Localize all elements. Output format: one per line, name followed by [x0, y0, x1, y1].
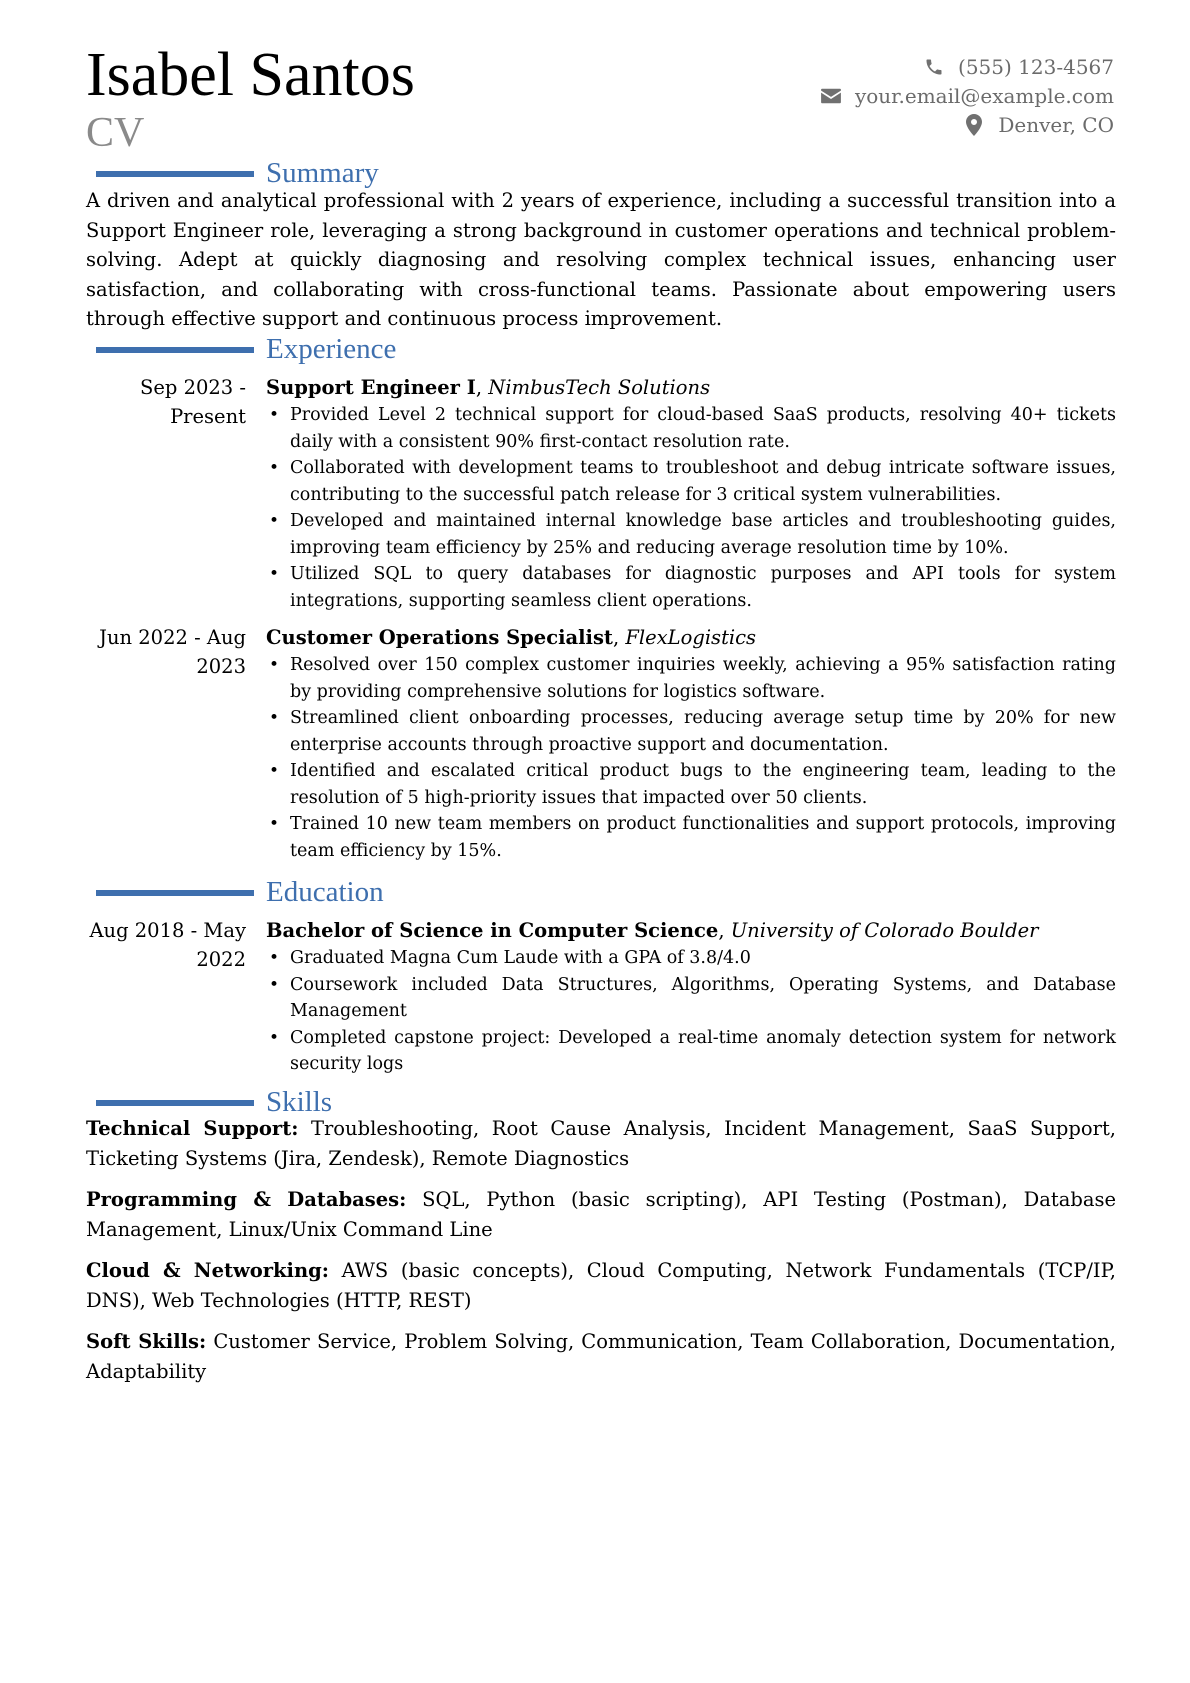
section-bar — [96, 1100, 254, 1106]
bullet-list — [266, 652, 1116, 864]
entry-content — [266, 373, 1116, 614]
entry-heading: Bachelor of Science in Computer Science, University of Colorado Boulder — [266, 919, 1039, 942]
bullet-list — [266, 402, 1116, 614]
contact-info — [819, 52, 1114, 139]
entry-content — [266, 916, 1116, 1078]
contact-location — [819, 110, 1114, 139]
section-bar — [96, 171, 254, 177]
company-name: FlexLogistics — [625, 626, 757, 649]
bullet-item: • Identified and escalated critical product bugs to the engineering team, leading to the resolution of 5 high-priority issues that impacted over 50 clients. — [290, 758, 1116, 811]
entry-date: Jun 2022 - Aug 2023 — [99, 626, 246, 678]
skill-label: Technical Support: — [86, 1117, 299, 1140]
job-title: Support Engineer I — [266, 376, 476, 399]
skill-label: Programming & Databases: — [86, 1188, 407, 1211]
location-text: Denver, CO — [998, 112, 1114, 137]
bullet-item: • Trained 10 new team members on product functionalities and support protocols, improving team efficiency by 15%. — [290, 811, 1116, 864]
section-title: Education — [266, 876, 384, 908]
section-bar — [96, 347, 254, 353]
skill-value: SQL, Python (basic scripting), API Testing (Postman), Database Management, Linux/Unix Command Line — [86, 1188, 1116, 1241]
entry-content — [266, 623, 1116, 864]
email-link[interactable]: your.email@example.com — [854, 83, 1114, 108]
header — [86, 40, 1114, 160]
bullet-item: • Collaborated with development teams to troubleshoot and debug intricate software issues, contributing to the successful patch release for 3 critical system vulnerabilities. — [290, 455, 1116, 508]
entry-heading: Support Engineer I, NimbusTech Solutions — [266, 376, 711, 399]
entry-heading: Customer Operations Specialist, FlexLogistics — [266, 626, 757, 649]
entry-date: Sep 2023 - Present — [140, 376, 246, 428]
section-heading-education — [96, 877, 1096, 911]
degree-title: Bachelor of Science in Computer Science — [266, 919, 719, 942]
skill-row — [86, 1256, 1116, 1315]
entry-date: Aug 2018 - May 2022 — [89, 919, 246, 971]
person-name: Isabel Santos — [86, 41, 415, 109]
summary-text: A driven and analytical professional with 2 years of experience, including a successful transition into a Support Engineer role, leveraging a strong background in customer operations and technical problem-solving. Adept at quickly diagnosing and resolving complex technical issues, enhancing user satisfaction, and collaborating with cross-functional teams. Passionate about empowering users through effective support and continuous process improvement. — [86, 189, 1116, 330]
skill-value: Customer Service, Problem Solving, Communication, Team Collaboration, Documentation, Adaptability — [86, 1330, 1116, 1383]
section-title: Summary — [266, 157, 379, 189]
document-subtitle: CV — [86, 110, 145, 156]
phone-icon — [922, 56, 946, 78]
section-title: Experience — [266, 333, 397, 365]
skills-list — [86, 1114, 1116, 1398]
bullet-item: • Coursework included Data Structures, Algorithms, Operating Systems, and Database Management — [290, 972, 1116, 1025]
skill-row — [86, 1327, 1116, 1386]
bullet-item: • Graduated Magna Cum Laude with a GPA of 3.8/4.0 — [290, 945, 1116, 972]
skill-row — [86, 1114, 1116, 1173]
contact-phone — [819, 52, 1114, 81]
skill-row — [86, 1185, 1116, 1244]
section-heading-experience — [96, 334, 1096, 368]
envelope-icon — [819, 85, 843, 107]
job-title: Customer Operations Specialist — [266, 626, 613, 649]
skill-label: Cloud & Networking: — [86, 1259, 329, 1282]
contact-email — [819, 81, 1114, 110]
bullet-item: • Completed capstone project: Developed a real-time anomaly detection system for network security logs — [290, 1025, 1116, 1078]
bullet-item: • Resolved over 150 complex customer inquiries weekly, achieving a 95% satisfaction rating by providing comprehensive solutions for logistics software. — [290, 652, 1116, 705]
company-name: NimbusTech Solutions — [488, 376, 711, 399]
bullet-item: • Utilized SQL to query databases for diagnostic purposes and API tools for system integrations, supporting seamless client operations. — [290, 561, 1116, 614]
bullet-item: • Developed and maintained internal knowledge base articles and troubleshooting guides, improving team efficiency by 25% and reducing average resolution time by 10%. — [290, 508, 1116, 561]
bullet-list — [266, 945, 1116, 1078]
skill-label: Soft Skills: — [86, 1330, 207, 1353]
skill-value: AWS (basic concepts), Cloud Computing, Network Fundamentals (TCP/IP, DNS), Web Technologies (HTTP, REST) — [86, 1259, 1117, 1312]
map-marker-icon — [962, 114, 986, 136]
section-title: Skills — [266, 1086, 333, 1118]
bullet-item: • Provided Level 2 technical support for cloud-based SaaS products, resolving 40+ tickets daily with a consistent 90% first-contact resolution rate. — [290, 402, 1116, 455]
school-name: University of Colorado Boulder — [730, 919, 1039, 942]
bullet-item: • Streamlined client onboarding processes, reducing average setup time by 20% for new enterprise accounts through proactive support and documentation. — [290, 705, 1116, 758]
section-bar — [96, 890, 254, 896]
skill-value: Troubleshooting, Root Cause Analysis, Incident Management, SaaS Support, Ticketing Systems (Jira, Zendesk), Remote Diagnostics — [86, 1117, 1116, 1170]
phone-text: (555) 123-4567 — [958, 54, 1114, 79]
